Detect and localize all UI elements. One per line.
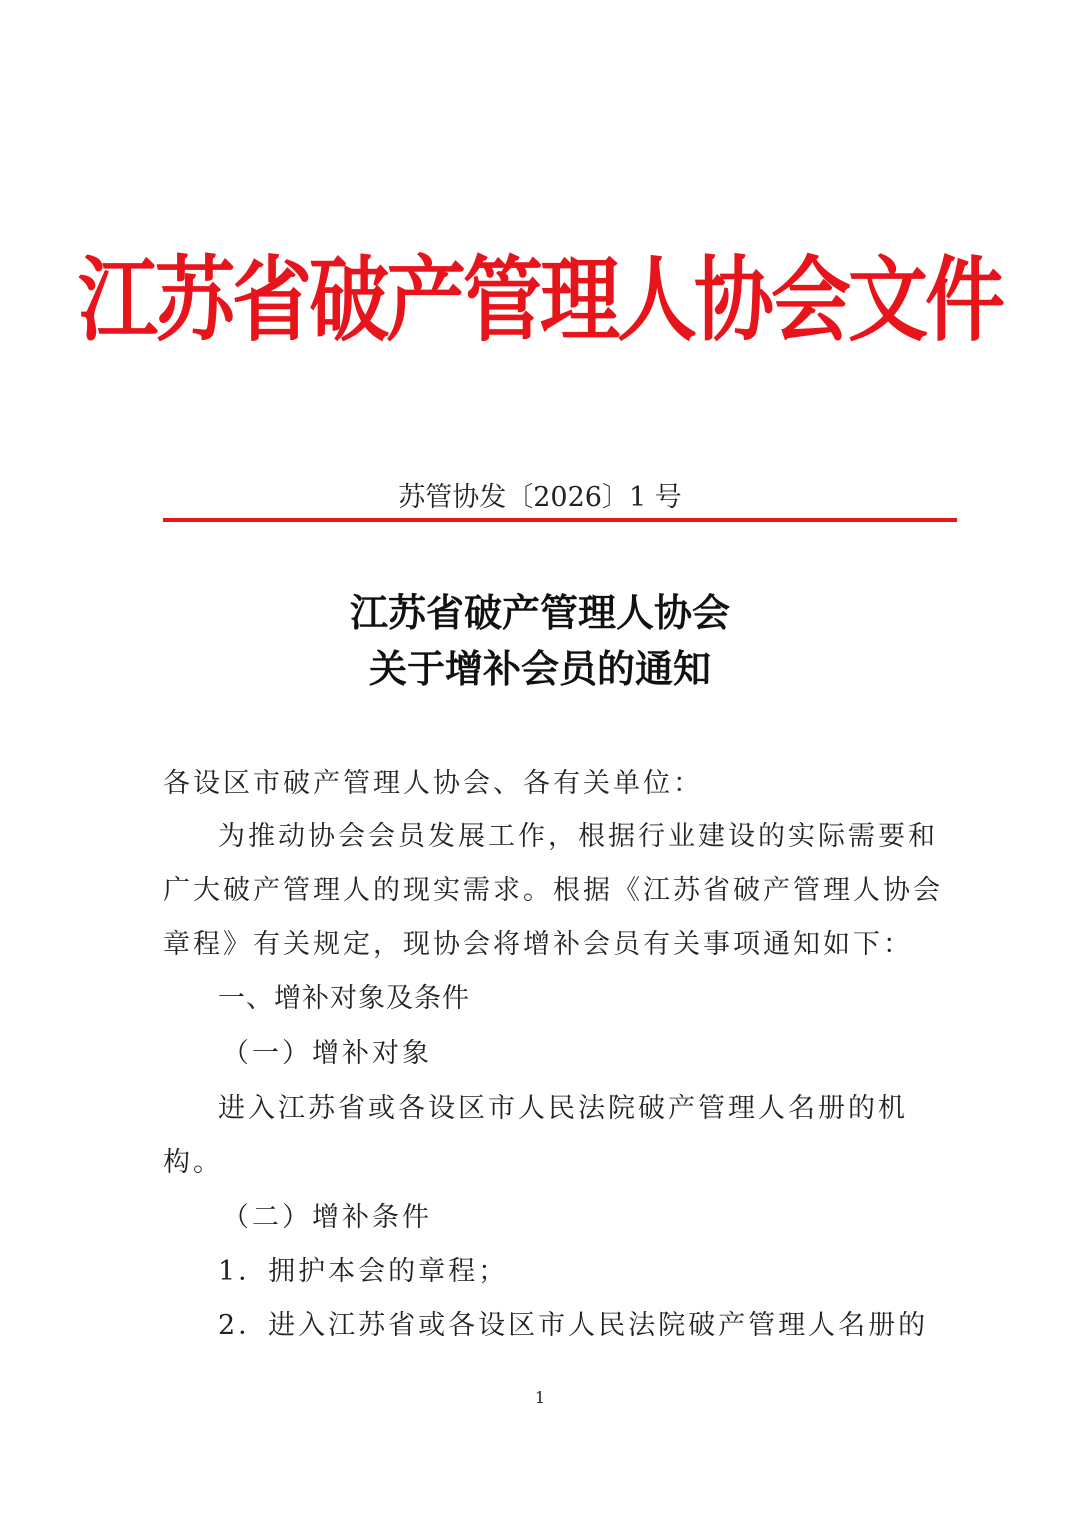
document-number: 苏管协发〔2026〕1 号: [398, 482, 682, 513]
document-masthead: 江苏省破产管理人协会文件: [78, 246, 1002, 354]
subsection-1-heading: （一）增补对象: [222, 1038, 432, 1069]
document-title-line-1: 江苏省破产管理人协会: [349, 590, 730, 635]
salutation: 各设区市破产管理人协会、各有关单位：: [163, 768, 703, 799]
condition-item-2: 2．进入江苏省或各设区市人民法院破产管理人名册的: [218, 1310, 929, 1341]
subsection-1-text-line-1: 进入江苏省或各设区市人民法院破产管理人名册的机: [218, 1093, 908, 1124]
subsection-1-text-line-2: 构。: [163, 1147, 223, 1178]
subsection-2-heading: （二）增补条件: [222, 1202, 432, 1233]
section-1-heading: 一、增补对象及条件: [218, 983, 470, 1014]
intro-paragraph-line-3: 章程》有关规定，现协会将增补会员有关事项通知如下：: [163, 929, 913, 960]
page-number: 1: [534, 1388, 546, 1407]
document-title-line-2: 关于增补会员的通知: [368, 646, 711, 691]
intro-paragraph-line-2: 广大破产管理人的现实需求。根据《江苏省破产管理人协会: [163, 875, 943, 906]
condition-item-1: 1．拥护本会的章程；: [218, 1256, 509, 1287]
red-divider-line: [163, 518, 957, 522]
intro-paragraph-line-1: 为推动协会会员发展工作，根据行业建设的实际需要和: [218, 821, 938, 852]
